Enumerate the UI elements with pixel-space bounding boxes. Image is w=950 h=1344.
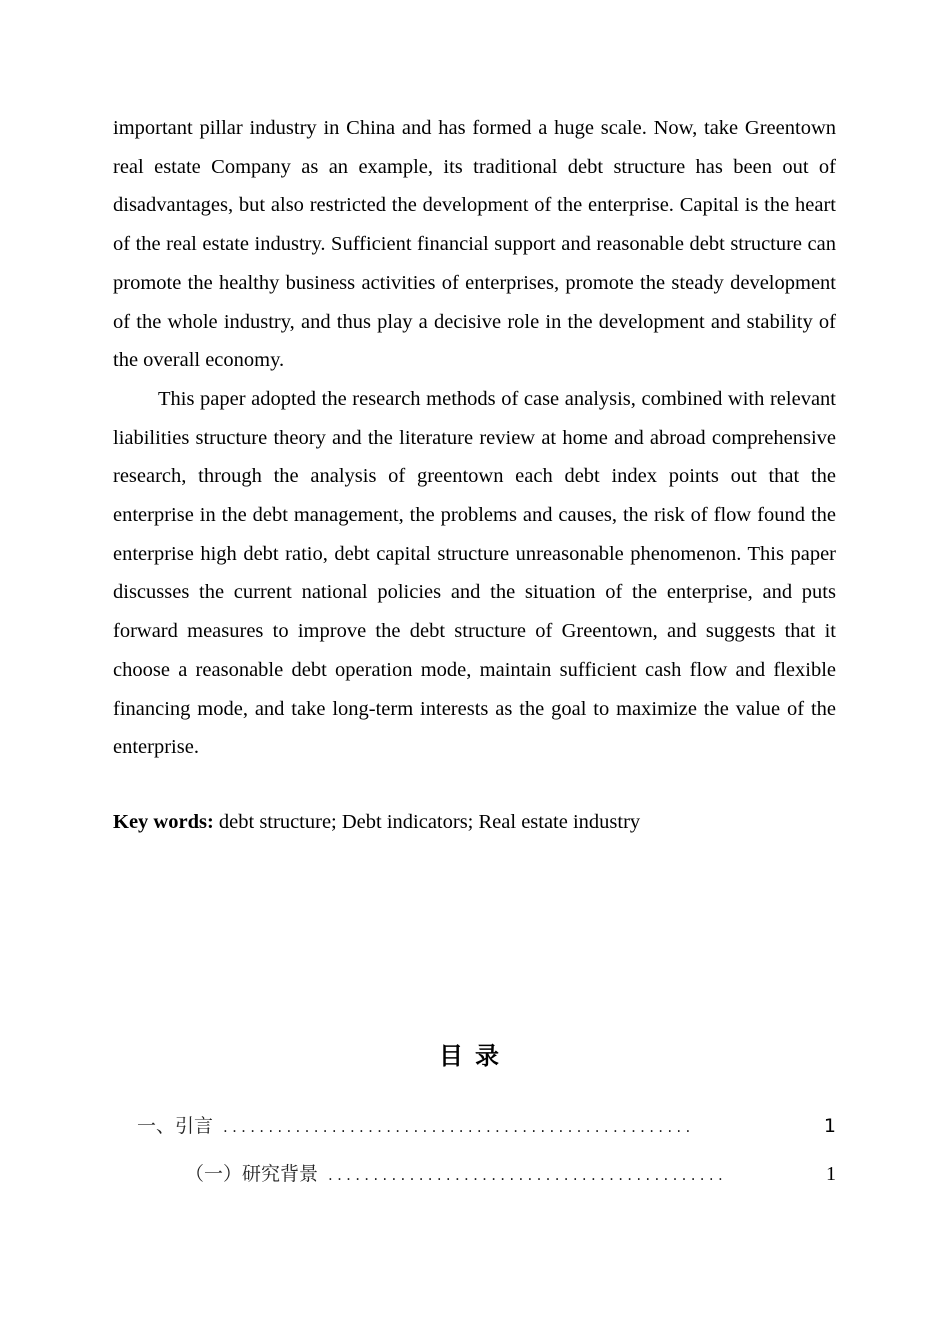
- toc-title: 目录: [439, 1042, 511, 1070]
- toc-leader-dots: ....................................................: [223, 1118, 695, 1136]
- toc-entry[interactable]: [185, 1159, 836, 1186]
- toc-entry-label: （一）研究背景: [185, 1163, 319, 1185]
- abstract-paragraph-2: This paper adopted the research methods of case analysis, combined with relevant liabilities structure theory and the literature review at home and abroad comprehensive research, through the analysis of greentown each debt index points out that the enterprise in the debt management, the problems and causes, the risk of flow found the enterprise high debt ratio, debt capital structure unreasonable phenomenon. This paper discusses the current national policies and the situation of the enterprise, and puts forward measures to improve the debt structure of Greentown, and suggests that it choose a reasonable debt operation mode, maintain sufficient cash flow and flexible financing mode, and take long-term interests as the goal to maximize the value of the enterprise.: [113, 387, 836, 759]
- keywords-value: debt structure; Debt indicators; Real estate industry: [213, 811, 641, 833]
- keywords-line: [113, 803, 836, 841]
- toc-entry-page: 1: [826, 1163, 836, 1185]
- abstract-paragraph-1: important pillar industry in China and has formed a huge scale. Now, take Greentown real estate Company as an example, its traditional debt structure has been out of disadvantages, but also restricted the development of the enterprise. Capital is the heart of the real estate industry. Sufficient financial support and reasonable debt structure can promote the healthy business activities of enterprises, promote the steady development of the whole industry, and thus play a decisive role in the development and stability of the overall economy.: [113, 117, 836, 372]
- toc-entry-label: 一、引言: [137, 1115, 214, 1137]
- abstract-body: [113, 109, 836, 767]
- toc-entry[interactable]: [137, 1111, 836, 1138]
- toc-entry-page: 1: [823, 1115, 836, 1137]
- toc-leader-dots: ............................................: [328, 1166, 728, 1184]
- keywords-label: Key words:: [113, 811, 214, 833]
